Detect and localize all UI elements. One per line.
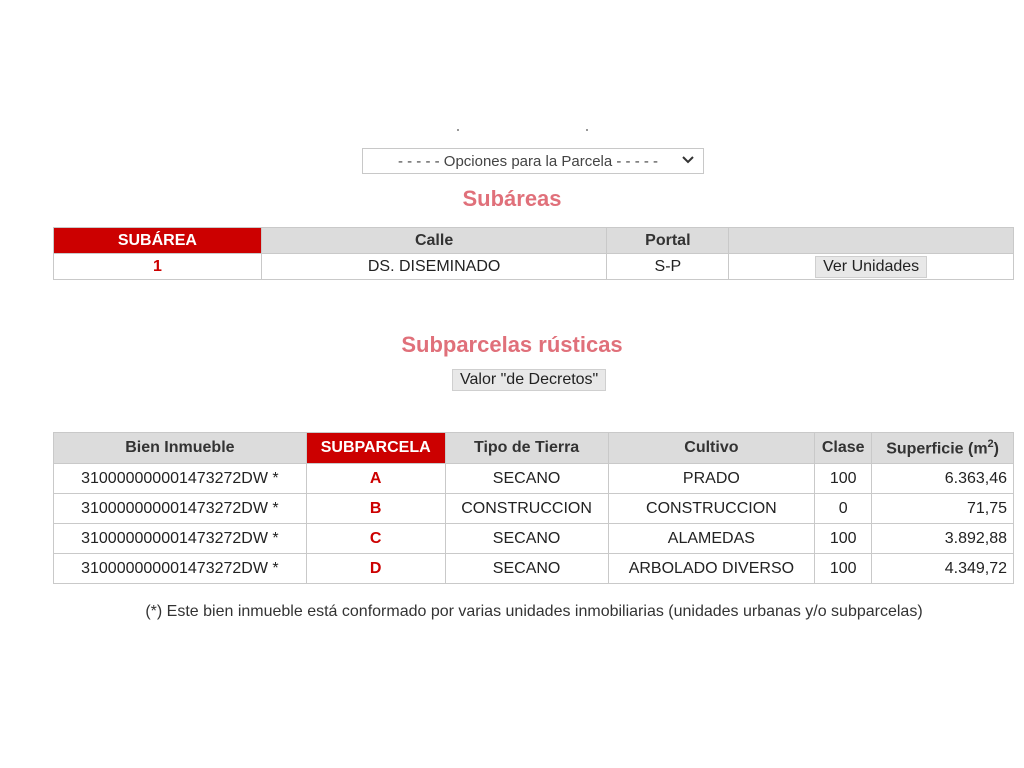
clase-cell: 100	[815, 554, 872, 584]
subparcelas-header-row	[54, 433, 1014, 464]
subparcela-cell: D	[306, 554, 445, 584]
dot	[457, 129, 459, 131]
cultivo-cell: CONSTRUCCION	[608, 494, 815, 524]
header-portal: Portal	[607, 228, 729, 254]
header-bien-inmueble: Bien Inmueble	[54, 433, 307, 464]
header-clase: Clase	[815, 433, 872, 464]
bien-cell: 310000000001473272DW *	[54, 464, 307, 494]
tipo-cell: CONSTRUCCION	[445, 494, 608, 524]
valor-decretos-button[interactable]: Valor "de Decretos"	[452, 369, 606, 391]
superficie-cell: 3.892,88	[872, 524, 1014, 554]
decorative-dots	[0, 122, 1024, 134]
subareas-header-row	[54, 228, 1014, 254]
subparcela-cell: B	[306, 494, 445, 524]
header-superficie	[872, 433, 1014, 464]
parcel-options-select-value: - - - - - Opciones para la Parcela - - - - -	[397, 152, 659, 170]
table-row	[54, 494, 1014, 524]
table-row	[54, 524, 1014, 554]
subareas-table	[53, 227, 1014, 280]
header-actions	[729, 228, 1014, 254]
header-tipo-tierra: Tipo de Tierra	[445, 433, 608, 464]
tipo-cell: SECANO	[445, 464, 608, 494]
subparcela-cell: C	[306, 524, 445, 554]
portal-cell: S-P	[607, 254, 729, 280]
subarea-number: 1	[54, 254, 262, 280]
cultivo-cell: PRADO	[608, 464, 815, 494]
cultivo-cell: ARBOLADO DIVERSO	[608, 554, 815, 584]
tipo-cell: SECANO	[445, 524, 608, 554]
subareas-title: Subáreas	[462, 186, 562, 211]
clase-cell: 100	[815, 464, 872, 494]
subparcela-cell: A	[306, 464, 445, 494]
bien-cell: 310000000001473272DW *	[54, 554, 307, 584]
clase-cell: 100	[815, 524, 872, 554]
ver-unidades-button[interactable]: Ver Unidades	[815, 256, 927, 278]
calle-cell: DS. DISEMINADO	[261, 254, 607, 280]
subparcelas-title: Subparcelas rústicas	[401, 332, 623, 357]
superficie-cell: 6.363,46	[872, 464, 1014, 494]
tipo-cell: SECANO	[445, 554, 608, 584]
table-row	[54, 254, 1014, 280]
dot	[586, 129, 588, 131]
parcel-options-select[interactable]	[362, 148, 704, 174]
footnote: (*) Este bien inmueble está conformado por varias unidades inmobiliarias (unidades urbanas y/o subparcelas)	[145, 603, 923, 620]
clase-cell: 0	[815, 494, 872, 524]
table-row	[54, 554, 1014, 584]
header-superficie-close: )	[993, 440, 999, 458]
cultivo-cell: ALAMEDAS	[608, 524, 815, 554]
header-superficie-exponent: 2	[987, 437, 994, 450]
bien-cell: 310000000001473272DW *	[54, 524, 307, 554]
header-subparcela: SUBPARCELA	[306, 433, 445, 464]
bien-cell: 310000000001473272DW *	[54, 494, 307, 524]
superficie-cell: 71,75	[872, 494, 1014, 524]
actions-cell	[729, 254, 1014, 280]
chevron-down-icon	[681, 153, 695, 170]
header-calle: Calle	[261, 228, 607, 254]
header-cultivo: Cultivo	[608, 433, 815, 464]
subparcelas-table	[53, 432, 1014, 584]
table-row	[54, 464, 1014, 494]
header-superficie-label: Superficie (m	[886, 440, 988, 458]
header-subarea: SUBÁREA	[54, 228, 262, 254]
superficie-cell: 4.349,72	[872, 554, 1014, 584]
